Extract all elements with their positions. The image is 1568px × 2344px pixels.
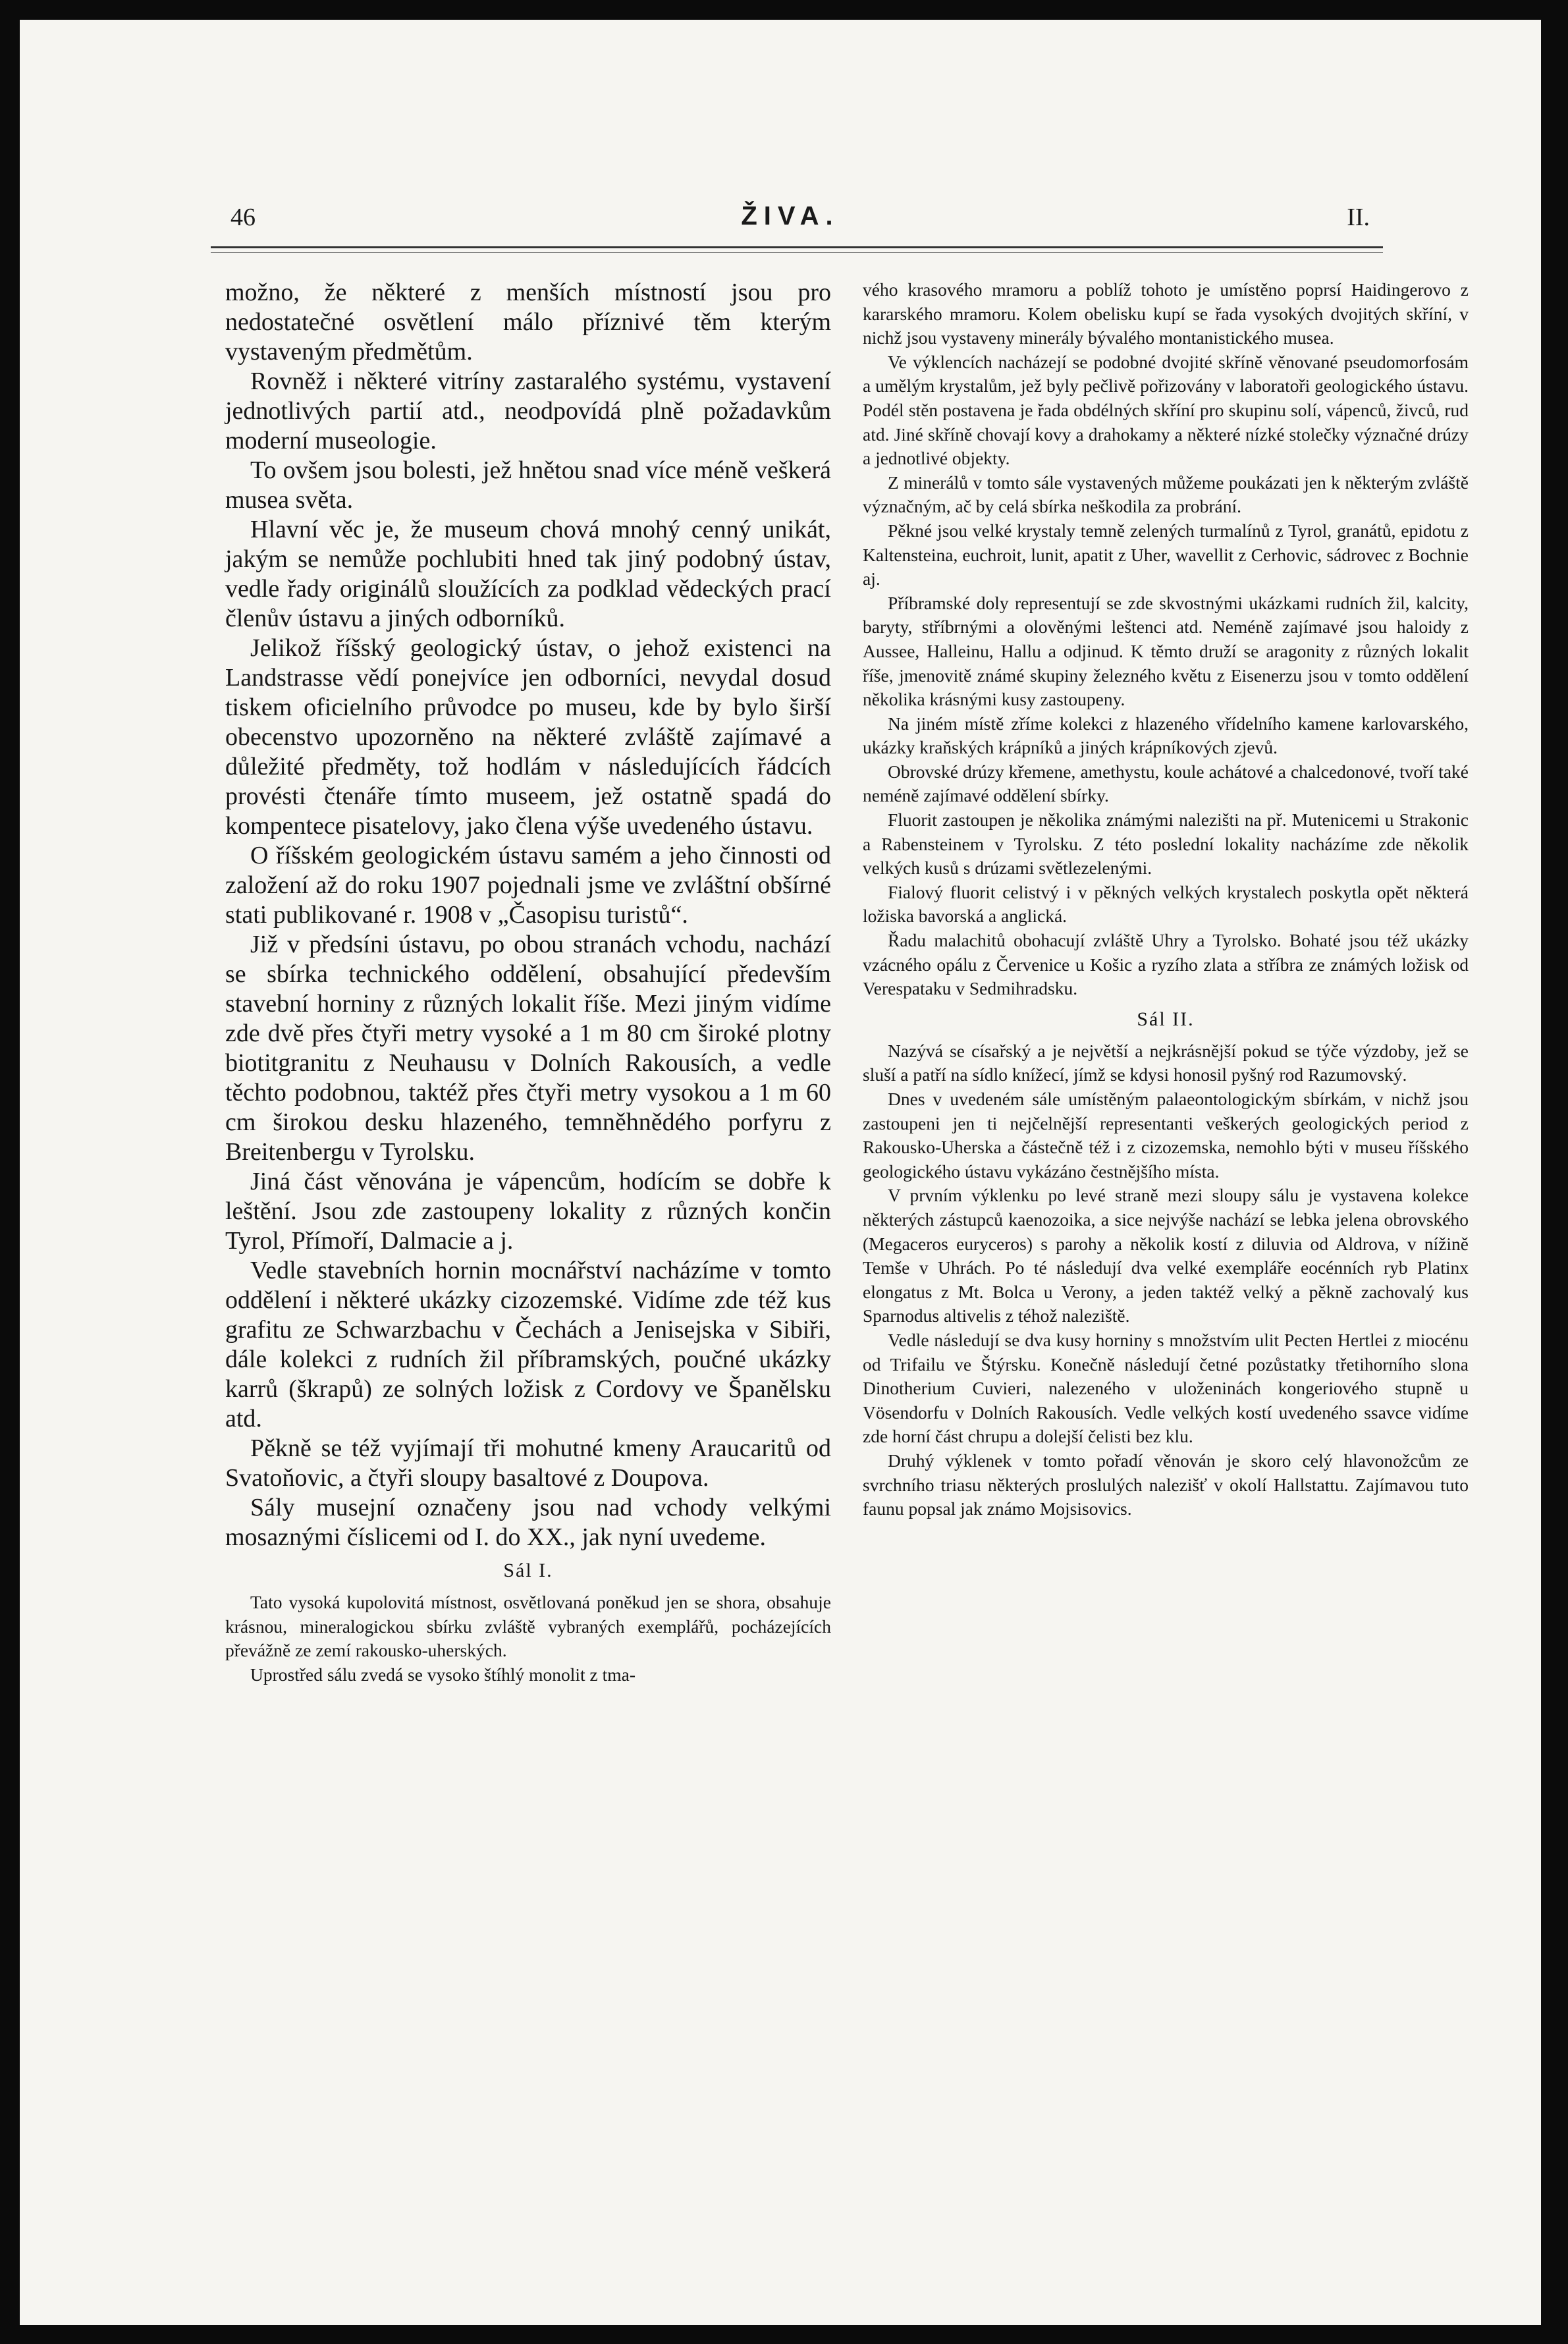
paragraph: Vedle následují se dva kusy horniny s množstvím ulit Pecten Hertlei z miocénu od Trifailu ve Štýrsku. Konečně následují četné pozůstatky třetihorního slona Dinotherium Cuvieri, nalezeného v uloženinách kongeriového stupně u Vösendorfu v Dolních Rakousích. Vedle velkých kostí uvedeného ssavce vidíme zde horní část chrupu a dolejší čelisti bez klu. <box>863 1329 1469 1447</box>
paragraph: Jelikož říšský geologický ústav, o jehož existenci na Landstrasse vědí ponejvíce jen odborníci, nevydal dosud tiskem oficielního průvodce po museu, kde by bylo širší obecenstvo upozorněno na některé zvláště zajímavé a důležité předměty, tož hodlám v následujících řádcích provésti čtenáře tímto museem, jež ostatně spadá do kompentece pisatelovy, jako člena výše uvedeného ústavu. <box>225 634 831 840</box>
paragraph: Ve výklencích nacházejí se podobné dvojité skříně věnované pseudomorfosám a umělým krystalům, jež byly pečlivě pořizovány v laboratoři geologického ústavu. Podél stěn postavena je řada obdélných skříní pro skupinu solí, vápenců, živců, rud atd. Jiné skříně chovají kovy a drahokamy a některé nízké stolečky význačné drúzy a jednotlivé objekty. <box>863 351 1469 469</box>
paragraph: Z minerálů v tomto sále vystavených můžeme poukázati jen k některým zvláště význačným, ač by celá sbírka neškodila za probrání. <box>863 472 1469 517</box>
header-rule <box>211 246 1383 253</box>
paragraph: To ovšem jsou bolesti, jež hnětou snad více méně veškerá musea světa. <box>225 456 831 514</box>
paragraph: V prvním výklenku po levé straně mezi sloupy sálu je vystavena kolekce některých zástupců kaenozoika, a sice nejvýše nachází se lebka jelena obrovského (Megaceros euryceros) s parohy a několik kostí z diluvia od Aldrova, v nížině Temše v Uhrách. Po té následují dva velké exempláře eocénních ryb Platinx elongatus z Mt. Bolca u Verony, a jeden taktéž velký a pěkně zachovalý kus Sparnodus altivelis z téhož naleziště. <box>863 1185 1469 1326</box>
running-header <box>204 196 1376 236</box>
paragraph: možno, že některé z menších místností jsou pro nedostatečné osvětlení málo příznivé těm kterým vystaveným předmětům. <box>225 279 831 366</box>
paragraph: Příbramské doly representují se zde skvostnými ukázkami rudních žil, kalcity, baryty, stříbrnými a olověnými leštenci atd. Neméně zajímavé jsou haloidy z Aussee, Halleinu, Hallu a odjinud. K těmto druží se aragonity z různých lokalit říše, jmenovitě známé skupiny železného květu z Eisenerzu jsou v tomto oddělení několika krásnými kusy zastoupeny. <box>863 592 1469 710</box>
paragraph: Fialový fluorit celistvý i v pěkných velkých krystalech poskytla opět některá ložiska bavorská a anglická. <box>863 881 1469 927</box>
paragraph: Nazývá se císařský a je největší a nejkrásnější pokud se týče výzdoby, jež se sluší a patří na sídlo knížecí, jímž se kdysi honosil pyšný rod Razumovský. <box>863 1040 1469 1085</box>
paragraph: Vedle stavebních hornin mocnářství nacházíme v tomto oddělení i některé ukázky cizozemské. Vidíme zde též kus grafitu ze Schwarzbachu v Čechách a Jenisejska v Sibiři, dále kolekci z rudních žil příbramských, poučné ukázky karrů (škrapů) ze solných ložisk z Cordovy ve Španělsku atd. <box>225 1257 831 1432</box>
paragraph: O říšském geologickém ústavu samém a jeho činnosti od založení až do roku 1907 pojednali jsme ve zvláštní obšírné stati publikované r. 1908 v „Časopisu turistů“. <box>225 842 831 929</box>
paragraph: Na jiném místě zříme kolekci z hlazeného vřídelního kamene karlovarského, ukázky kraňských krápníků a jiných krápníkových zjevů. <box>863 713 1469 758</box>
paragraph: Obrovské drúzy křemene, amethystu, koule achátové a chalcedonové, tvoří také neméně zajímavé oddělení sbírky. <box>863 761 1469 806</box>
paragraph: Tato vysoká kupolovitá místnost, osvětlovaná poněkud jen se shora, obsahuje krásnou, mineralogickou sbírku zvláště vybraných exemplářů, pocházejících převážně ze zemí rakousko-uherských. <box>225 1592 831 1661</box>
section-heading-sal-2: Sál II. <box>1137 1008 1195 1030</box>
paragraph: Jiná část věnována je vápencům, hodícím se dobře k leštění. Jsou zde zastoupeny lokality z různých končin Tyrol, Přímoří, Dalmacie a j. <box>225 1168 831 1255</box>
paragraph: Pěkně se též vyjímají tři mohutné kmeny Araucaritů od Svatoňovic, a čtyři sloupy basaltové z Doupova. <box>225 1434 831 1492</box>
left-column <box>225 278 831 1687</box>
paragraph: Hlavní věc je, že museum chová mnohý cenný unikát, jakým se nemůže pochlubiti hned tak jiný podobný ústav, vedle řady originálů sloužících za podklad vědeckých prací členův ústavu a jiných odborníků. <box>225 516 831 632</box>
paragraph: Druhý výklenek v tomto pořadí věnován je skoro celý hlavonožcům ze svrchního triasu některých proslulých nalezišť v okolí Hallstattu. Zajímavou tuto faunu popsal jak známo Mojsisovics. <box>863 1450 1469 1519</box>
journal-page <box>20 20 1541 2325</box>
right-column <box>863 278 1469 1521</box>
paragraph: Uprostřed sálu zvedá se vysoko štíhlý monolit z tma- <box>250 1664 636 1685</box>
page-number: 46 <box>230 204 256 231</box>
volume-number: II. <box>1347 204 1370 231</box>
paragraph: Rovněž i některé vitríny zastaralého systému, vystavení jednotlivých partií atd., neodpovídá plně požadavkům moderní museologie. <box>225 368 831 454</box>
paragraph: Sály musejní označeny jsou nad vchody velkými mosaznými číslicemi od I. do XX., jak nyní uvedeme. <box>225 1494 831 1551</box>
journal-title: ŽIVA. <box>741 202 840 231</box>
paragraph: Fluorit zastoupen je několika známými nalezišti na př. Mutenicemi u Strakonic a Rabensteinem v Tyrolsku. Z této poslední lokality nacházíme zde několik velkých kusů s drúzami světlezelenými. <box>863 809 1469 879</box>
paragraph: Již v předsíni ústavu, po obou stranách vchodu, nachází se sbírka technického oddělení, obsahující především stavební horniny z různých lokalit říše. Mezi jiným vidíme zde dvě přes čtyři metry vysoké a 1 m 80 cm široké plotny biotitgranitu z Neuhausu v Dolních Rakousích, a vedle těchto podobnou, taktéž přes čtyři metry vysokou a 1 m 60 cm širokou desku hlazeného, temněhnědého porfyru z Breitenbergu v Tyrolsku. <box>225 931 831 1166</box>
paragraph: Pěkné jsou velké krystaly temně zelených turmalínů z Tyrol, granátů, epidotu z Kaltensteina, euchroit, lunit, apatit z Uher, wavellit z Cerhovic, sádrovec z Bochnie aj. <box>863 520 1469 589</box>
section-heading-sal-1: Sál I. <box>503 1560 553 1581</box>
paragraph: Řadu malachitů obohacují zvláště Uhry a Tyrolsko. Bohaté jsou též ukázky vzácného opálu z Červenice u Košic a ryzího zlata a stříbra ze známých ložisk od Verespataku v Sedmihradsku. <box>863 930 1469 999</box>
paragraph: Dnes v uvedeném sále umístěným palaeontologickým sbírkám, v nichž jsou zastoupeni jen ti nejčelnější representanti veškerých geologických period z Rakousko-Uherska a částečně též i z cizozemska, nemohlo býti v museu říšského geologického ústavu vykázáno čestnějšího místa. <box>863 1089 1469 1182</box>
paragraph: vého krasového mramoru a poblíž tohoto je umístěno poprsí Haidingerovo z kararského mramoru. Kolem obelisku kupí se řada vysokých dvojitých skříní, v nichž jsou vystaveny minerály bývalého montanistického musea. <box>863 279 1469 348</box>
